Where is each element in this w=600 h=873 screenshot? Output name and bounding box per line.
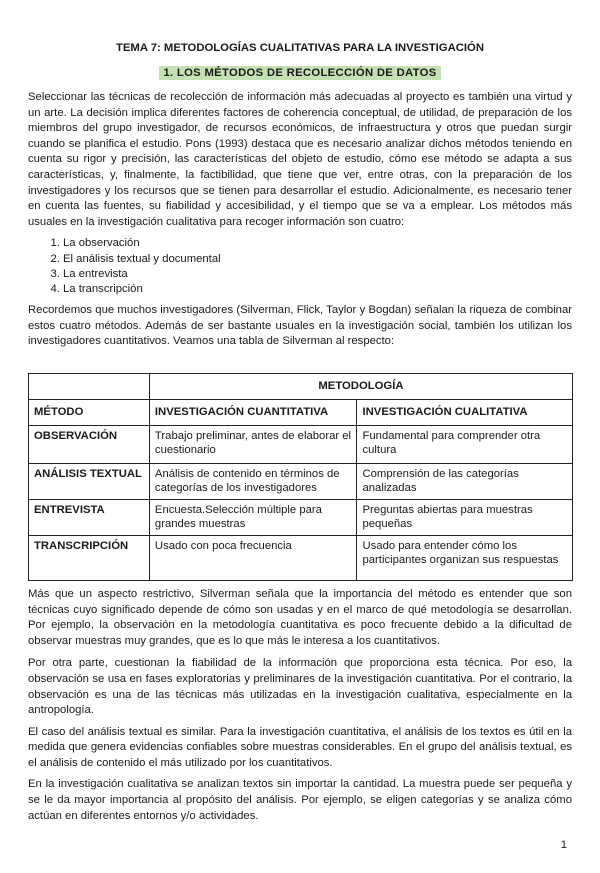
column-header: INVESTIGACIÓN CUALITATIVA — [357, 399, 573, 425]
table-cell: Comprensión de las categorías analizadas — [357, 463, 573, 499]
table-cell: OBSERVACIÓN — [29, 425, 150, 463]
page-number: 1 — [560, 839, 567, 852]
column-header: MÉTODO — [29, 399, 150, 425]
paragraph-textual: El caso del análisis textual es similar. Para la investigación cuantitativa, el análisis de los textos es útil en la medida que genera evidencias confiables sobre muestras considerables. En el grupo del análisis textual, es el análisis de contenido el más utilizado por los cuantitativos. — [28, 725, 572, 769]
table-row — [29, 373, 573, 399]
paragraph-qualitative: En la investigación cualitativa se analizan textos sin importar la cantidad. La muestra puede ser pequeña y se le da mayor importancia al propósito del análisis. Por ejemplo, se eligen categorías y se analiza cómo actúan en diferentes entornos y/o actividades. — [28, 778, 572, 822]
paragraph-observation: Por otra parte, cuestionan la fiabilidad de la información que proporciona esta técnica. Por eso, la observación se usa en fases exploratorias y preliminares de la investigación cuantitativa. Por el contrario, la observación es una de las técnicas más utilizadas en la investigación cualitativa, especialmente en la antropología. — [28, 657, 572, 717]
table-row — [29, 535, 573, 580]
empty-cell — [29, 373, 150, 399]
list-item: 4. La transcripción — [63, 282, 572, 297]
table-cell: ANÁLISIS TEXTUAL — [29, 463, 150, 499]
table-cell: Encuesta.Selección múltiple para grandes muestras — [149, 499, 357, 535]
list-item: 1. La observación — [63, 236, 572, 251]
table-cell: ENTREVISTA — [29, 499, 150, 535]
table-cell: TRANSCRIPCIÓN — [29, 535, 150, 580]
methods-table — [28, 373, 573, 581]
document-title: TEMA 7: METODOLOGÍAS CUALITATIVAS PARA LA INVESTIGACIÓN — [116, 42, 484, 54]
column-header: INVESTIGACIÓN CUANTITATIVA — [149, 399, 357, 425]
list-item: 2. El análisis textual y documental — [63, 252, 572, 267]
paragraph-intro: Seleccionar las técnicas de recolección de información más adecuadas al proyecto es también una virtud y un arte. La decisión implica diferentes factores de coherencia conceptual, de utilidad, de preparación de los miembros del grupo investigador, de recursos económicos, de infraestructura y otros que puedan surgir cuando se planifica el estudio. Pons (1993) destaca que es necesario analizar dichos métodos teniendo en cuenta su rigor y precisión, las características del objeto de estudio, cómo ese método se adapta a sus características, y, finalmente, la factibilidad, que tiene que ver, entre otras, con la preparación de los investigadores y los recursos que se tienen para desarrollar el estudio. Adicionalmente, es necesario tener en cuenta las fuentes, su fiabilidad y accesibilidad, y el tiempo que se va a emplear. Los métodos más usuales en la investigación cualitativa para recoger información son cuatro: — [28, 91, 572, 228]
list-item: 3. La entrevista — [63, 267, 572, 282]
table-header-row — [29, 399, 573, 425]
table-cell: Fundamental para comprender otra cultura — [357, 425, 573, 463]
section-heading-text: 1. LOS MÉTODOS DE RECOLECCIÓN DE DATOS — [159, 66, 440, 80]
table-cell: Preguntas abiertas para muestras pequeñas — [357, 499, 573, 535]
table-row — [29, 499, 573, 535]
table-cell: Usado para entender cómo los participantes organizan sus respuestas — [357, 535, 573, 580]
table-cell: Trabajo preliminar, antes de elaborar el cuestionario — [149, 425, 357, 463]
table-row — [29, 463, 573, 499]
table-cell: Análisis de contenido en términos de categorías de los investigadores — [149, 463, 357, 499]
methods-list — [28, 236, 572, 297]
group-header: METODOLOGÍA — [149, 373, 572, 399]
paragraph-silverman: Más que un aspecto restrictivo, Silverman señala que la importancia del método es entender que son técnicas cuyo significado depende de cómo son usadas y en el marco de qué metodología se desarrollan. Por ejemplo, la observación en la metodología cuantitativa es poco frecuente debido a la dificultad de observar muestras muy grandes, que es lo que más le interesa a los cuantitativos. — [28, 587, 572, 647]
table-cell: Usado con poca frecuencia — [149, 535, 357, 580]
paragraph-combine: Recordemos que muchos investigadores (Silverman, Flick, Taylor y Bogdan) señalan la riqueza de combinar estos cuatro métodos. Además de ser bastante usuales en la investigación social, también los utilizan los investigadores cuantitativos. Veamos una tabla de Silverman al respecto: — [28, 304, 572, 348]
section-heading — [28, 66, 572, 81]
table-row — [29, 425, 573, 463]
